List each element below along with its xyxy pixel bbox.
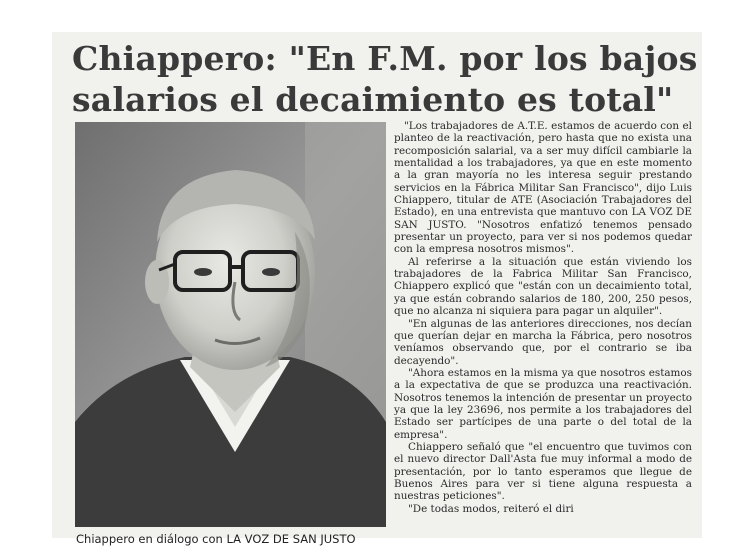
- headline-line-2: salarios el decaimiento es total": [72, 80, 674, 119]
- article-paragraph: "De todas modos, reiteró el diri: [408, 502, 574, 515]
- headline-line-1: Chiappero: "En F.M. por los bajos: [72, 39, 698, 78]
- photo-caption: Chiappero en diálogo con LA VOZ DE SAN JUSTO: [76, 532, 356, 546]
- article-paragraph: "Ahora estamos en la misma ya que nosotros estamos a la expectativa de que se produzca una reactivación. Nosotros tenemos la intención de presentar un proyecto ya que la ley 23696, nos permite a los trabajadores del Estado ser partícipes de una parte o del total de la empresa".: [394, 366, 692, 441]
- photo-chiappero: [75, 122, 386, 527]
- article-paragraph: Al referirse a la situación que están viviendo los trabajadores de la Fabrica Militar San Francisco, Chiappero explicó que "están con un decaimiento total, ya que están cobrando salarios de 180, 200, 250 pesos, que no alcanza ni siquiera para pagar un alquiler".: [394, 255, 692, 318]
- article-paragraph: "Los trabajadores de A.T.E. estamos de acuerdo con el planteo de la reactivación, pero hasta que no exista una recomposición salarial, va a ser muy difícil cambiarle la mentalidad a los trabajadores, ya que en este momento a la gran mayoría no les interesa seguir prestando servicios en la Fábrica Militar San Francisco", dijo Luis Chiappero, titular de ATE (Asociación Trabajadores del Estado), en una entrevista que mantuvo con LA VOZ DE SAN JUSTO. "Nosotros enfatizó tenemos pensado presentar un proyecto, para ver si nos podemos quedar con la empresa nosotros mismos".: [394, 120, 692, 256]
- portrait-illustration: [75, 122, 386, 527]
- article-body: [394, 120, 692, 515]
- article-paragraph: Chiappero señaló que "el encuentro que tuvimos con el nuevo director Dall'Asta fue muy informal a modo de presentación, por lo tanto esperamos que llegue de Buenos Aires para ver si tiene alguna respuesta a nuestras peticiones".: [394, 440, 692, 503]
- article-paragraph: "En algunas de las anteriores direcciones, nos decían que querían dejar en marcha la Fábrica, pero nosotros veníamos observando que, por el contrario se iba decayendo".: [394, 317, 692, 367]
- headline: [72, 38, 698, 120]
- newspaper-clipping: [52, 32, 702, 546]
